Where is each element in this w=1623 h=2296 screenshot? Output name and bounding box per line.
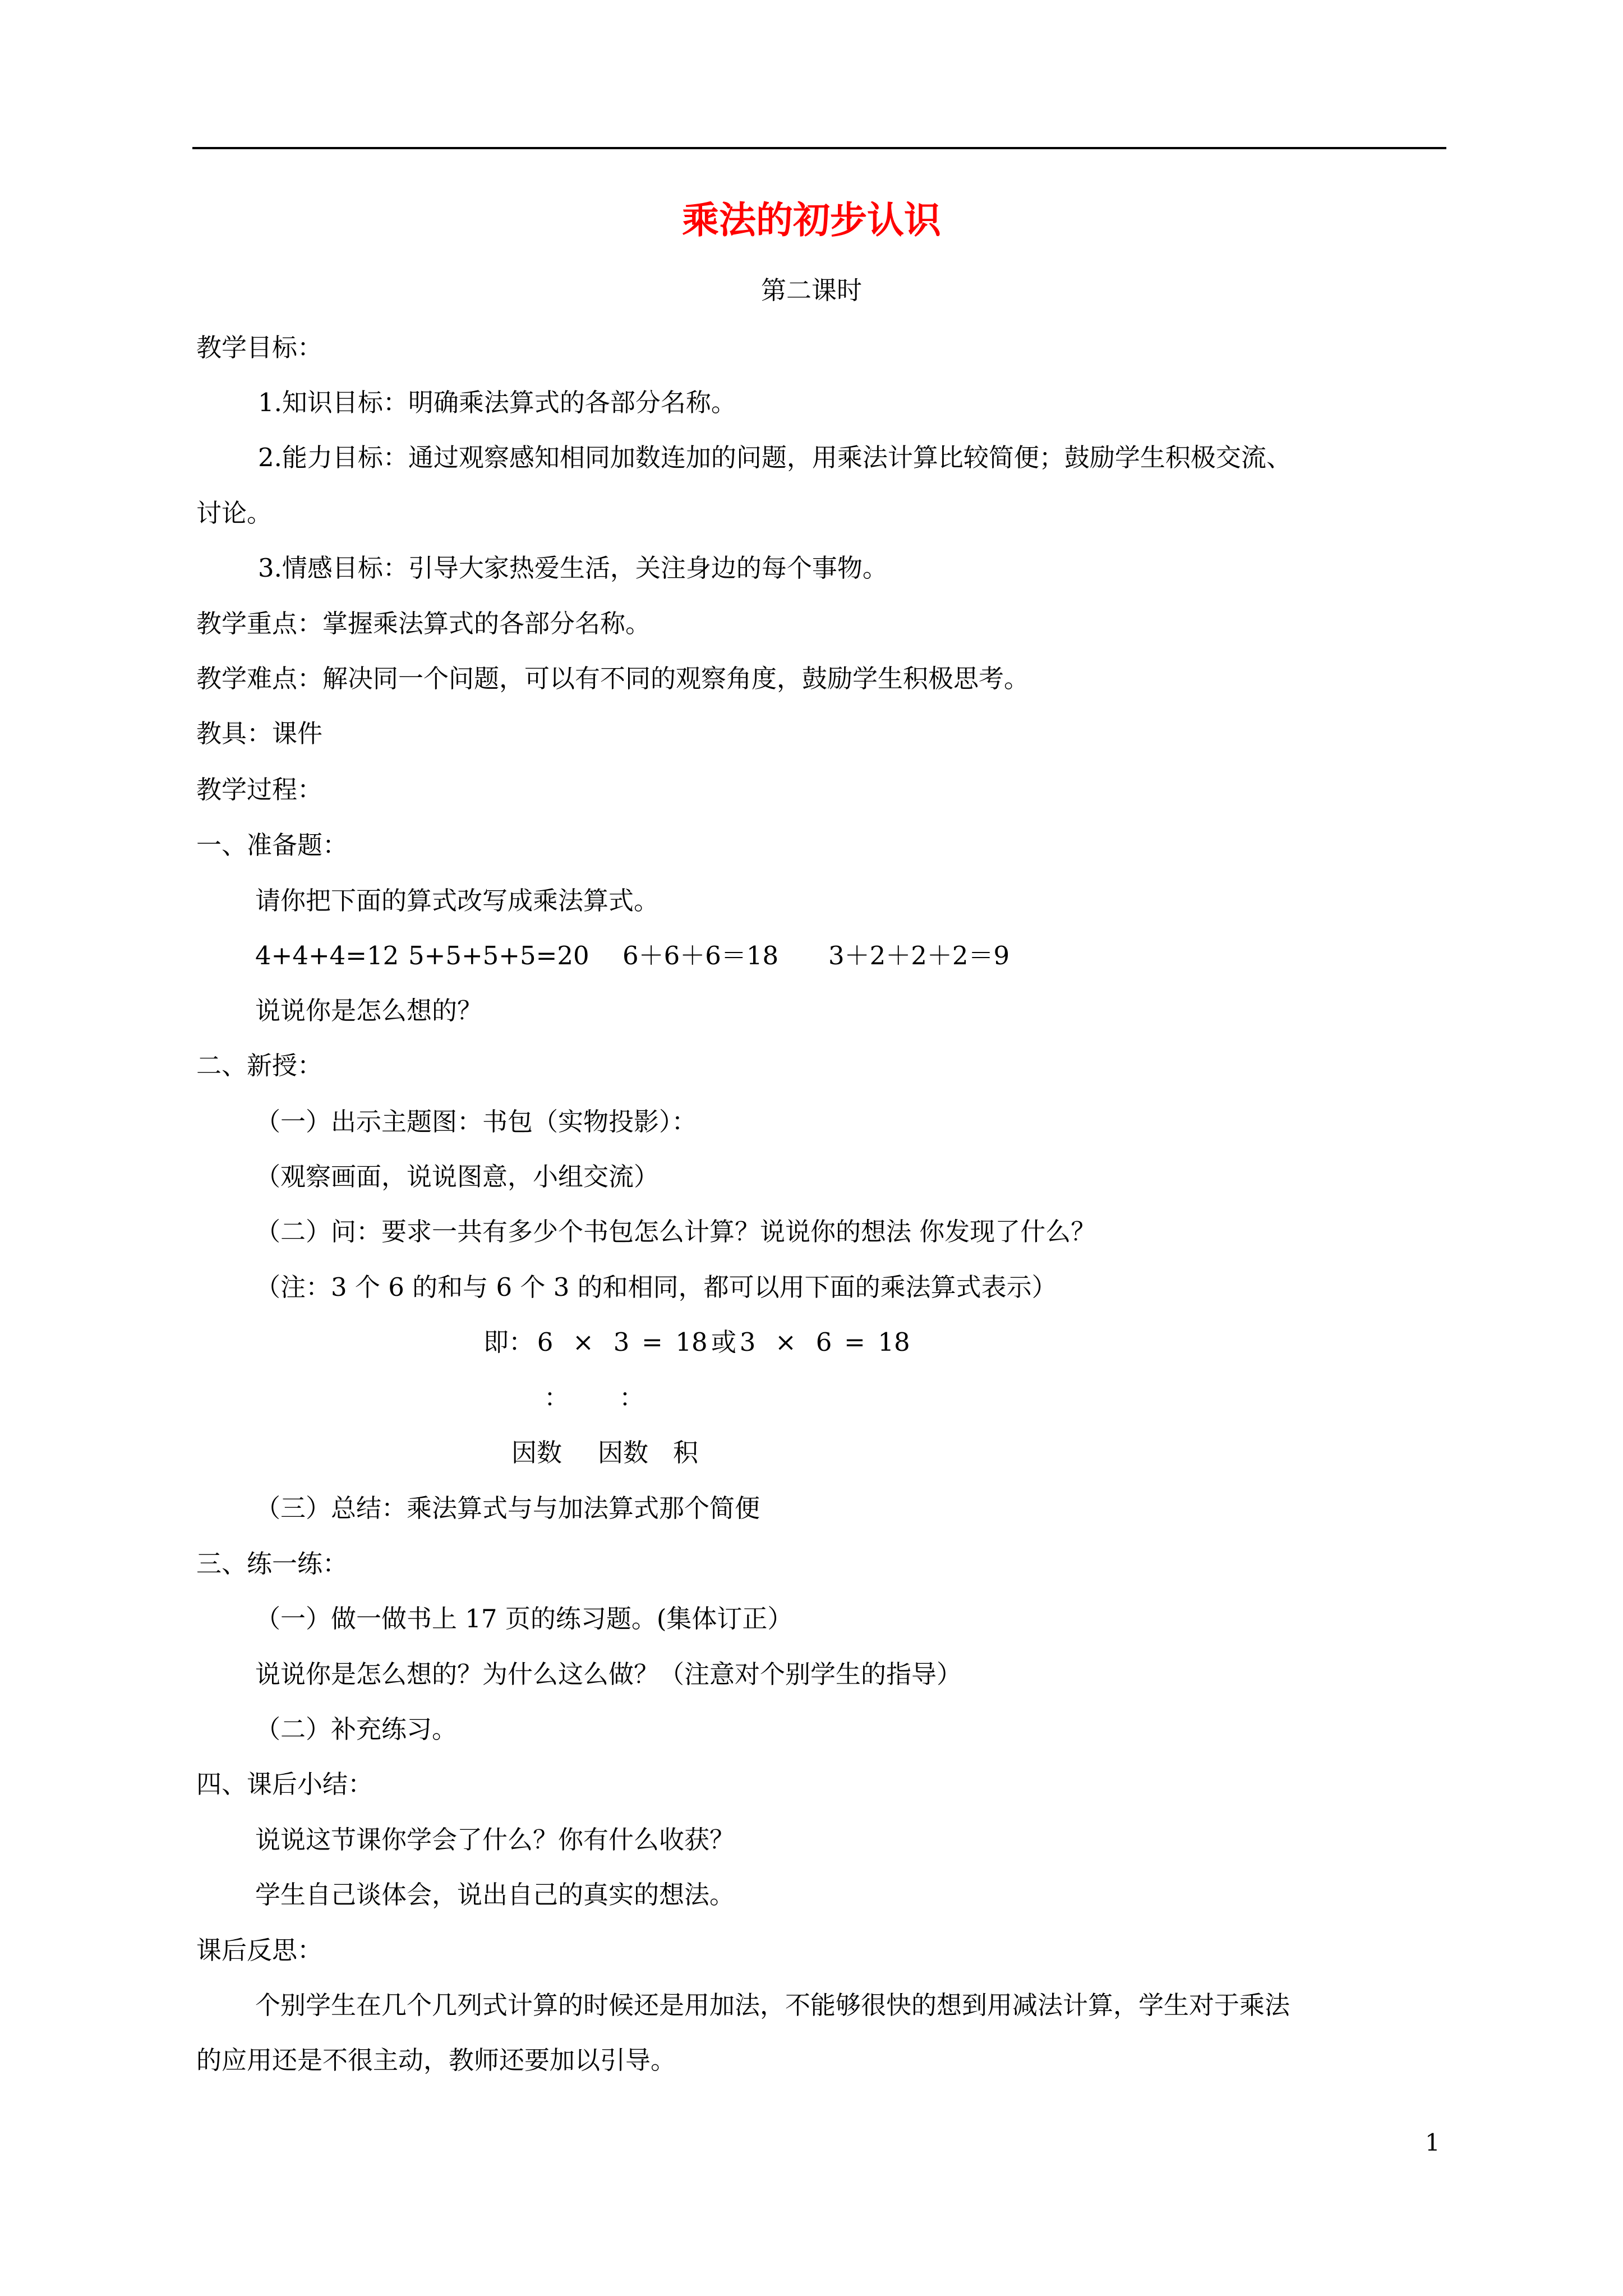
goal-ability-cont: 讨论。 [196, 498, 273, 528]
equation-prefix: 即： [483, 1327, 534, 1357]
section-1-heading: 一、准备题： [196, 830, 348, 860]
goal-ability: 2.能力目标：通过观察感知相同加数连加的问题，用乘法计算比较简便；鼓励学生积极交流、 [258, 443, 1292, 472]
sum-1: 4+4+4=12 [255, 941, 399, 970]
section-3-item-1: （一）做一做书上 17 页的练习题。(集体订正） [255, 1604, 793, 1634]
section-2-item-3: （三）总结：乘法算式与与加法算式那个简便 [255, 1493, 760, 1523]
goal-knowledge: 1.知识目标：明确乘法算式的各部分名称。 [258, 388, 736, 417]
section-3-item-2: （二）补充练习。 [255, 1714, 458, 1744]
section-4-question: 说说这节课你学会了什么？你有什么收获？ [255, 1825, 735, 1855]
times-sign: × [775, 1327, 796, 1357]
product-1: 18 [675, 1327, 708, 1357]
section-2-note: （注：3 个 6 的和与 6 个 3 的和相同，都可以用下面的乘法算式表示） [255, 1272, 1057, 1302]
reflection-heading: 课后反思： [196, 1935, 323, 1965]
factor-label-2: 因数 [598, 1438, 649, 1467]
equals-sign: = [642, 1327, 663, 1357]
equals-sign: = [844, 1327, 865, 1357]
section-1-question: 说说你是怎么想的？ [255, 996, 483, 1025]
factor-d: 6 [815, 1327, 832, 1357]
reflection-line-1: 个别学生在几个几列式计算的时候还是用加法，不能够很快的想到用减法计算，学生对于乘法 [255, 1990, 1290, 2020]
document-subtitle: 第二课时 [760, 275, 862, 305]
factor-a: 6 [537, 1327, 554, 1357]
section-3-heading: 三、练一练： [196, 1549, 348, 1579]
section-4-answer: 学生自己谈体会，说出自己的真实的想法。 [255, 1880, 735, 1910]
equation-or: 或 [711, 1327, 737, 1357]
goal-emotion: 3.情感目标：引导大家热爱生活，关注身边的每个事物。 [258, 553, 888, 583]
section-2-item-2: （二）问：要求一共有多少个书包怎么计算？说说你的想法 你发现了什么？ [255, 1217, 1096, 1246]
section-2-observe: （观察画面，说说图意，小组交流） [255, 1162, 660, 1191]
section-2-item-1: （一）出示主题图：书包（实物投影）： [255, 1107, 697, 1137]
document-title: 乘法的初步认识 [682, 198, 941, 242]
product-2: 18 [878, 1327, 910, 1357]
goals-heading: 教学目标： [196, 333, 323, 362]
times-sign: × [573, 1327, 594, 1357]
factor-mark-1: ： [544, 1383, 570, 1412]
key-point: 教学重点：掌握乘法算式的各部分名称。 [196, 609, 651, 638]
difficulty: 教学难点：解决同一个问题，可以有不同的观察角度，鼓励学生积极思考。 [196, 664, 1030, 693]
process-heading: 教学过程： [196, 775, 323, 804]
section-2-heading: 二、新授： [196, 1051, 323, 1080]
header-rule [192, 147, 1446, 149]
factor-mark-2: ： [619, 1383, 645, 1412]
sum-4: 3＋2＋2＋2＝9 [828, 941, 1010, 970]
sum-3: 6＋6＋6＝18 [623, 941, 779, 970]
page-number: 1 [1425, 2129, 1440, 2156]
factor-label-1: 因数 [511, 1438, 562, 1467]
section-1-instruction: 请你把下面的算式改写成乘法算式。 [255, 886, 660, 915]
section-4-heading: 四、课后小结： [196, 1769, 374, 1799]
factor-b: 3 [613, 1327, 630, 1357]
factor-c: 3 [739, 1327, 756, 1357]
sum-2: 5+5+5+5=20 [408, 941, 589, 970]
product-label: 积 [673, 1438, 699, 1467]
multiplication-equation [483, 1326, 914, 1359]
section-3-question: 说说你是怎么想的？为什么这么做？（注意对个别学生的指导） [255, 1659, 962, 1689]
teaching-tools: 教具：课件 [196, 719, 323, 748]
reflection-line-2: 的应用还是不很主动，教师还要加以引导。 [196, 2045, 676, 2075]
